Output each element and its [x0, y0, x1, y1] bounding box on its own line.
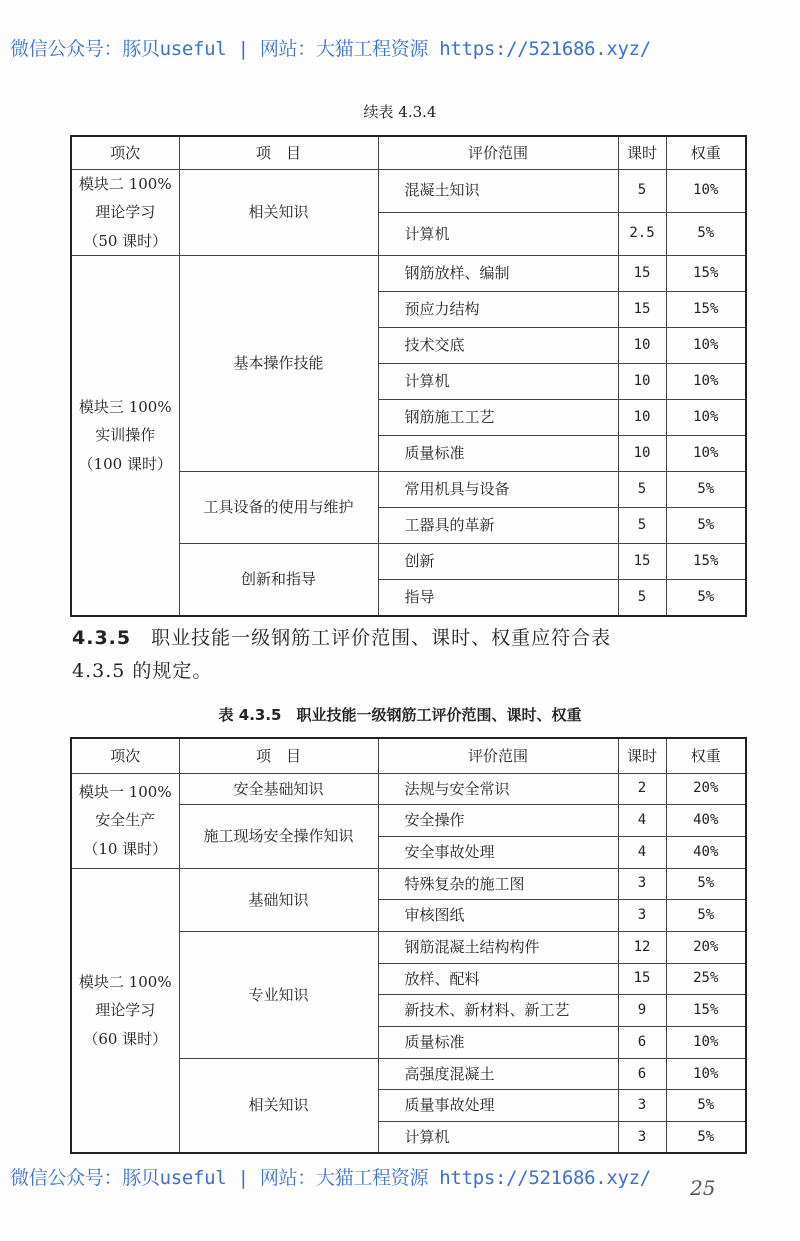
scope-cell: 钢筋混凝土结构构件 [378, 931, 618, 963]
watermark-top: 微信公众号：豚贝useful | 网站：大猫工程资源 https://521686.xyz/ [10, 38, 651, 60]
item-cell: 相关知识 [179, 169, 378, 256]
hours-cell: 10 [618, 364, 666, 400]
column-header: 评价范围 [378, 136, 618, 169]
hours-cell: 3 [618, 900, 666, 932]
weight-cell: 15% [666, 544, 746, 580]
scope-cell: 特殊复杂的施工图 [378, 868, 618, 900]
item-cell: 相关知识 [179, 1058, 378, 1153]
table-4-3-4-continued [70, 135, 747, 617]
module-cell [71, 773, 179, 868]
module-cell [71, 169, 179, 256]
weight-cell: 10% [666, 1058, 746, 1090]
table-row [71, 868, 746, 900]
module-label-line: 理论学习 [95, 1001, 156, 1020]
module-label-line: 理论学习 [95, 203, 156, 221]
hours-cell: 5 [618, 508, 666, 544]
scope-cell: 钢筋放样、编制 [378, 256, 618, 292]
column-header: 项次 [71, 738, 179, 773]
weight-cell: 15% [666, 256, 746, 292]
hours-cell: 10 [618, 400, 666, 436]
hours-cell: 5 [618, 169, 666, 212]
hours-cell: 12 [618, 931, 666, 963]
weight-cell: 5% [666, 868, 746, 900]
section-4-3-5-line1 [72, 623, 611, 650]
hours-cell: 9 [618, 995, 666, 1027]
hours-cell: 3 [618, 1090, 666, 1122]
hours-cell: 10 [618, 436, 666, 472]
weight-cell: 10% [666, 328, 746, 364]
hours-cell: 4 [618, 836, 666, 868]
weight-cell: 5% [666, 212, 746, 255]
section-4-3-5-line2: 4.3.5 的规定。 [72, 660, 213, 682]
module-label-line: 模块二 100% [78, 972, 172, 991]
table-row [71, 773, 746, 805]
scope-cell: 指导 [378, 580, 618, 616]
weight-cell: 15% [666, 995, 746, 1027]
scope-cell: 预应力结构 [378, 292, 618, 328]
scope-cell: 放样、配料 [378, 963, 618, 995]
module-label-line: 模块三 100% [78, 397, 172, 416]
weight-cell: 40% [666, 805, 746, 837]
section-number: 4.3.5 [72, 627, 132, 649]
hours-cell: 2.5 [618, 212, 666, 255]
hours-cell: 6 [618, 1058, 666, 1090]
hours-cell: 6 [618, 1027, 666, 1059]
item-cell: 基本操作技能 [179, 256, 378, 472]
weight-cell: 10% [666, 169, 746, 212]
column-header: 权重 [666, 136, 746, 169]
column-header: 项 目 [179, 136, 378, 169]
weight-cell: 10% [666, 400, 746, 436]
hours-cell: 15 [618, 544, 666, 580]
weight-cell: 5% [666, 1122, 746, 1154]
weight-cell: 5% [666, 1090, 746, 1122]
scope-cell: 质量标准 [378, 1027, 618, 1059]
weight-cell: 20% [666, 931, 746, 963]
scope-cell: 创新 [378, 544, 618, 580]
table-row [71, 256, 746, 292]
hours-cell: 5 [618, 472, 666, 508]
scope-cell: 混凝土知识 [378, 169, 618, 212]
weight-cell: 5% [666, 508, 746, 544]
scope-cell: 技术交底 [378, 328, 618, 364]
hours-cell: 2 [618, 773, 666, 805]
section-text: 职业技能一级钢筋工评价范围、课时、权重应符合表 [151, 627, 612, 649]
column-header: 项次 [71, 136, 179, 169]
scope-cell: 计算机 [378, 212, 618, 255]
module-label-line: 实训操作 [95, 426, 156, 444]
weight-cell: 20% [666, 773, 746, 805]
table2-caption: 表 4.3.5 职业技能一级钢筋工评价范围、课时、权重 [218, 706, 582, 724]
module-label-line: （10 课时） [83, 839, 168, 858]
scope-cell: 安全操作 [378, 805, 618, 837]
item-cell: 基础知识 [179, 868, 378, 931]
module-label-line: 模块一 100% [78, 782, 172, 801]
scope-cell: 常用机具与设备 [378, 472, 618, 508]
hours-cell: 15 [618, 292, 666, 328]
table-row [71, 169, 746, 212]
scope-cell: 质量标准 [378, 436, 618, 472]
weight-cell: 10% [666, 436, 746, 472]
scope-cell: 法规与安全常识 [378, 773, 618, 805]
hours-cell: 10 [618, 328, 666, 364]
item-cell: 安全基础知识 [179, 773, 378, 805]
scope-cell: 新技术、新材料、新工艺 [378, 995, 618, 1027]
module-label-line: 模块二 100% [78, 174, 172, 193]
column-header: 评价范围 [378, 738, 618, 773]
weight-cell: 10% [666, 1027, 746, 1059]
module-cell [71, 256, 179, 616]
hours-cell: 3 [618, 1122, 666, 1154]
weight-cell: 15% [666, 292, 746, 328]
item-cell: 施工现场安全操作知识 [179, 805, 378, 868]
item-cell: 专业知识 [179, 931, 378, 1058]
module-label-line: 安全生产 [95, 811, 156, 830]
weight-cell: 5% [666, 472, 746, 508]
scope-cell: 审核图纸 [378, 900, 618, 932]
item-cell: 创新和指导 [179, 544, 378, 616]
hours-cell: 3 [618, 868, 666, 900]
hours-cell: 15 [618, 963, 666, 995]
page-number: 25 [690, 1176, 716, 1200]
column-header: 课时 [618, 738, 666, 773]
weight-cell: 10% [666, 364, 746, 400]
scope-cell: 安全事故处理 [378, 836, 618, 868]
column-header: 课时 [618, 136, 666, 169]
weight-cell: 5% [666, 900, 746, 932]
column-header: 项 目 [179, 738, 378, 773]
table-4-3-5 [70, 737, 747, 1154]
scope-cell: 工器具的革新 [378, 508, 618, 544]
weight-cell: 5% [666, 580, 746, 616]
scope-cell: 钢筋施工工艺 [378, 400, 618, 436]
scope-cell: 质量事故处理 [378, 1090, 618, 1122]
module-cell [71, 868, 179, 1153]
hours-cell: 5 [618, 580, 666, 616]
watermark-bottom: 微信公众号：豚贝useful | 网站：大猫工程资源 https://521686.xyz/ [10, 1167, 651, 1189]
column-header: 权重 [666, 738, 746, 773]
module-label-line: （100 课时） [78, 454, 172, 473]
weight-cell: 40% [666, 836, 746, 868]
weight-cell: 25% [666, 963, 746, 995]
item-cell: 工具设备的使用与维护 [179, 472, 378, 544]
scope-cell: 计算机 [378, 1122, 618, 1154]
module-label-line: （50 课时） [83, 231, 168, 250]
hours-cell: 4 [618, 805, 666, 837]
hours-cell: 15 [618, 256, 666, 292]
scope-cell: 高强度混凝土 [378, 1058, 618, 1090]
scope-cell: 计算机 [378, 364, 618, 400]
module-label-line: （60 课时） [83, 1029, 168, 1048]
table1-caption: 续表 4.3.4 [363, 103, 437, 121]
